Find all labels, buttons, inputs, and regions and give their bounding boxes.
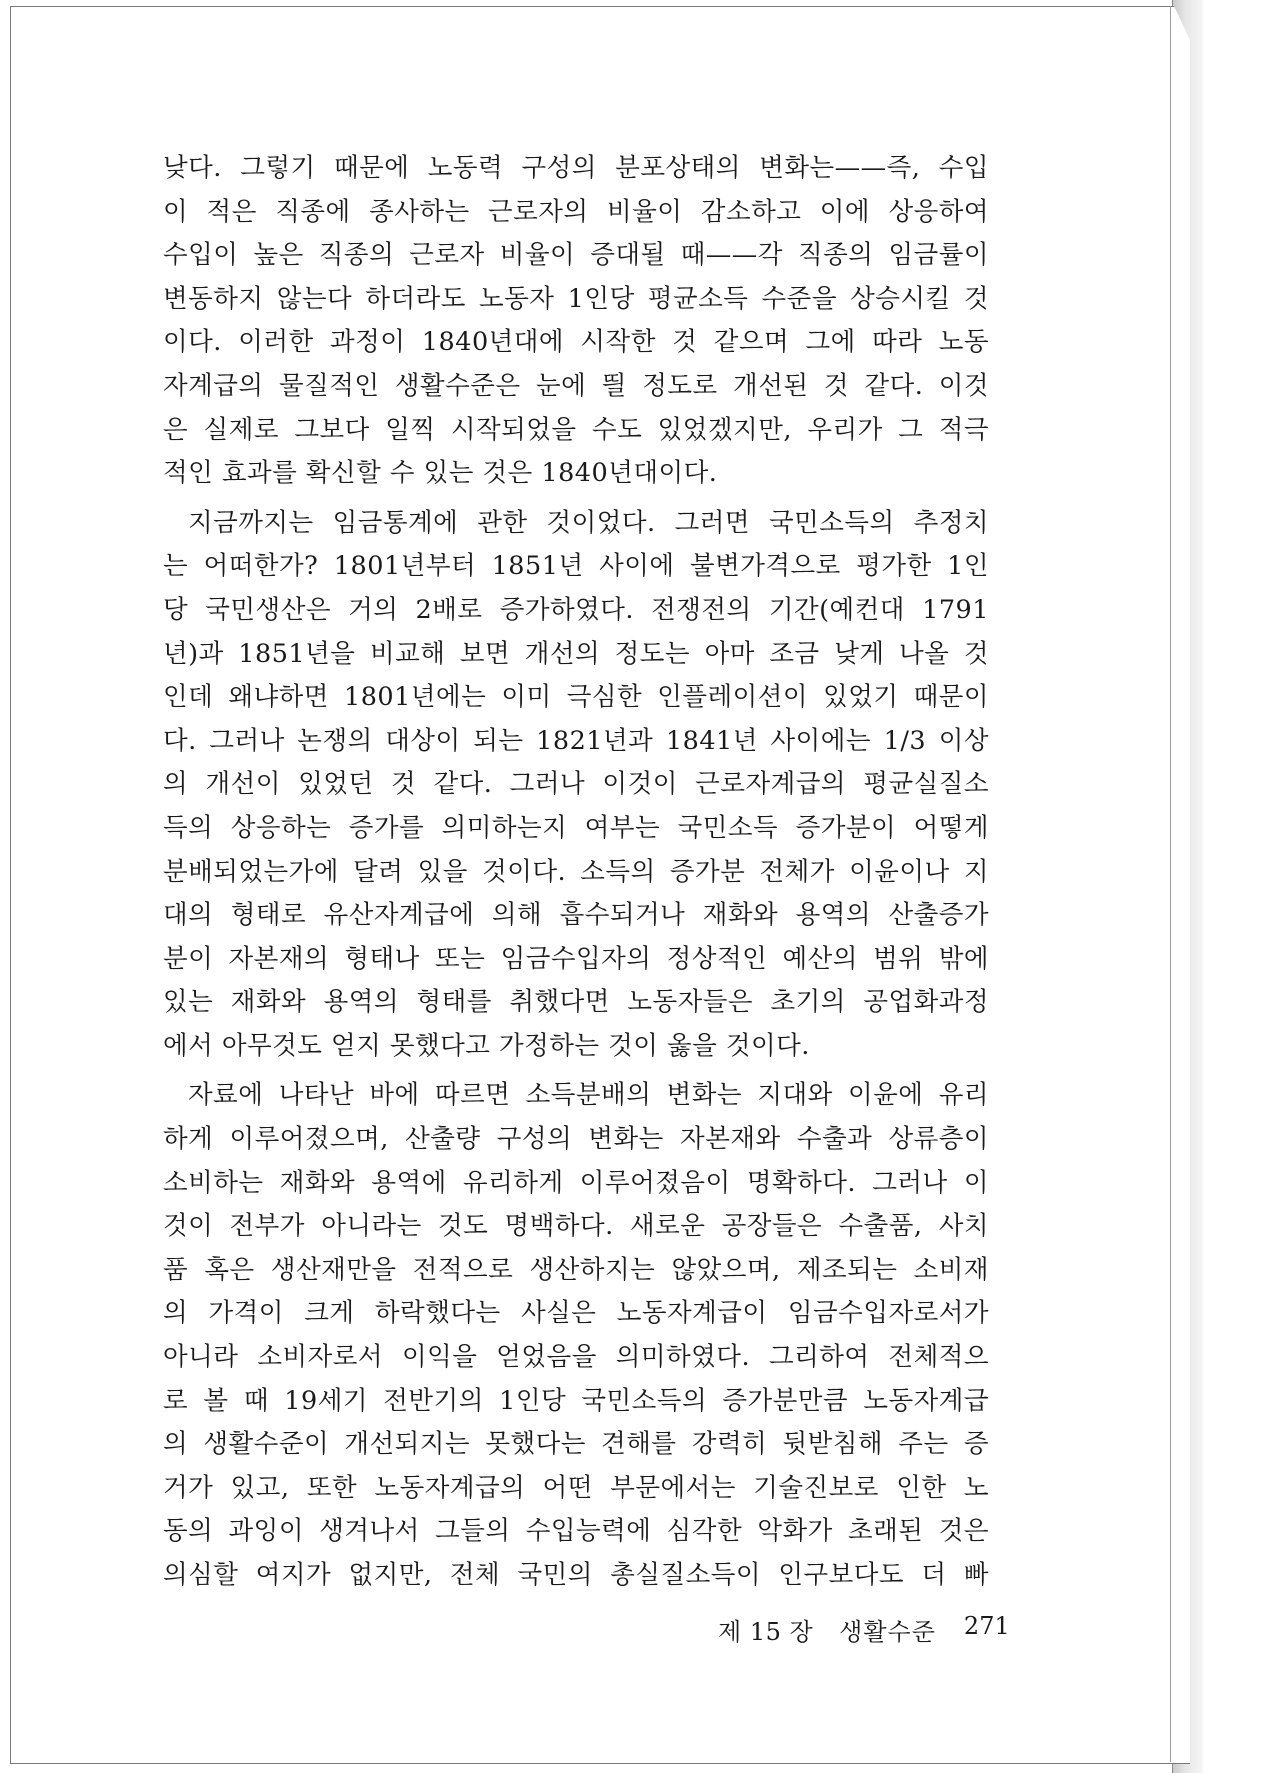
text-line: 것이 전부가 아니라는 것도 명백하다. 새로운 공장들은 수출품, 사치 xyxy=(163,1211,989,1242)
text-line: 하게 이루어졌으며, 산출량 구성의 변화는 자본재와 수출과 상류층이 xyxy=(163,1124,989,1155)
text-line: 의 생활수준이 개선되지는 못했다는 견해를 강력히 뒷받침해 주는 증 xyxy=(163,1429,989,1460)
chapter-title: 생활수준 xyxy=(839,1618,936,1646)
text-line: 년)과 1851년을 비교해 보면 개선의 정도는 아마 조금 낮게 나올 것 xyxy=(163,638,989,669)
text-line: 이다. 이러한 과정이 1840년대에 시작한 것 같으며 그에 따라 노동 xyxy=(163,327,989,358)
text-line: 에서 아무것도 얻지 못했다고 가정하는 것이 옳을 것이다. xyxy=(163,1030,810,1061)
text-line: 아니라 소비자로서 이익을 얻었음을 의미하였다. 그리하여 전체적으 xyxy=(163,1342,989,1373)
text-line: 다. 그러나 논쟁의 대상이 되는 1821년과 1841년 사이에는 1/3 이상 xyxy=(163,725,989,756)
text-line: 인데 왜냐하면 1801년에는 이미 극심한 인플레이션이 있었기 때문이 xyxy=(163,682,989,713)
text-line: 분이 자본재의 형태나 또는 임금수입자의 정상적인 예산의 범위 밖에 xyxy=(163,943,989,974)
text-line: 득의 상응하는 증가를 의미하는지 여부는 국민소득 증가분이 어떻게 xyxy=(163,812,989,843)
text-line: 는 어떠한가? 1801년부터 1851년 사이에 불변가격으로 평가한 1인 xyxy=(163,551,989,582)
body-text xyxy=(163,147,989,1598)
paragraph xyxy=(163,502,989,1069)
text-line: 낮다. 그렇기 때문에 노동력 구성의 분포상태의 변화는——즉, 수입 xyxy=(163,153,989,183)
paragraph xyxy=(163,147,989,496)
text-line: 변동하지 않는다 하더라도 노동자 1인당 평균소득 수준을 상승시킬 것 xyxy=(163,283,989,314)
text-line: 수입이 높은 직종의 근로자 비율이 증대될 때——각 직종의 임금률이 xyxy=(163,240,989,271)
text-line: 분배되었는가에 달려 있을 것이다. 소득의 증가분 전체가 이윤이나 지 xyxy=(163,856,989,887)
text-line: 자료에 나타난 바에 따르면 소득분배의 변화는 지대와 이윤에 유리 xyxy=(188,1080,989,1111)
text-line: 로 볼 때 19세기 전반기의 1인당 국민소득의 증가분만큼 노동자계급 xyxy=(163,1385,989,1416)
text-line: 당 국민생산은 거의 2배로 증가하였다. 전쟁전의 기간(예컨대 1791 xyxy=(163,594,989,625)
text-line: 적인 효과를 확신할 수 있는 것은 1840년대이다. xyxy=(163,458,718,489)
page-footer xyxy=(718,1612,1010,1647)
text-line: 있는 재화와 용역의 형태를 취했다면 노동자들은 초기의 공업화과정 xyxy=(163,987,989,1018)
text-line: 의 개선이 있었던 것 같다. 그러나 이것이 근로자계급의 평균실질소 xyxy=(163,769,989,800)
text-line: 의심할 여지가 없지만, 전체 국민의 총실질소득이 인구보다도 더 빠 xyxy=(163,1560,989,1590)
text-line: 동의 과잉이 생겨나서 그들의 수입능력에 심각한 악화가 초래된 것은 xyxy=(163,1516,989,1547)
text-line: 대의 형태로 유산자계급에 의해 흡수되거나 재화와 용역의 산출증가 xyxy=(163,900,989,931)
chapter-label: 제 15 장 xyxy=(718,1618,814,1646)
text-line: 거가 있고, 또한 노동자계급의 어떤 부문에서는 기술진보로 인한 노 xyxy=(163,1472,989,1503)
text-line: 의 가격이 크게 하락했다는 사실은 노동자계급이 임금수입자로서가 xyxy=(163,1298,989,1329)
text-line: 소비하는 재화와 용역에 유리하게 이루어졌음이 명확하다. 그러나 이 xyxy=(163,1167,989,1198)
text-line: 자계급의 물질적인 생활수준은 눈에 띌 정도로 개선된 것 같다. 이것 xyxy=(163,370,989,401)
text-line: 이 적은 직종에 종사하는 근로자의 비율이 감소하고 이에 상응하여 xyxy=(163,196,989,227)
text-line: 지금까지는 임금통계에 관한 것이었다. 그러면 국민소득의 추정치 xyxy=(188,507,989,538)
text-line: 은 실제로 그보다 일찍 시작되었을 수도 있었겠지만, 우리가 그 적극 xyxy=(163,414,989,445)
text-line: 품 혹은 생산재만을 전적으로 생산하지는 않았으며, 제조되는 소비재 xyxy=(163,1254,989,1285)
page-edge-line xyxy=(1170,6,1171,1762)
paragraph xyxy=(163,1074,989,1597)
page-number: 271 xyxy=(963,1612,1010,1640)
